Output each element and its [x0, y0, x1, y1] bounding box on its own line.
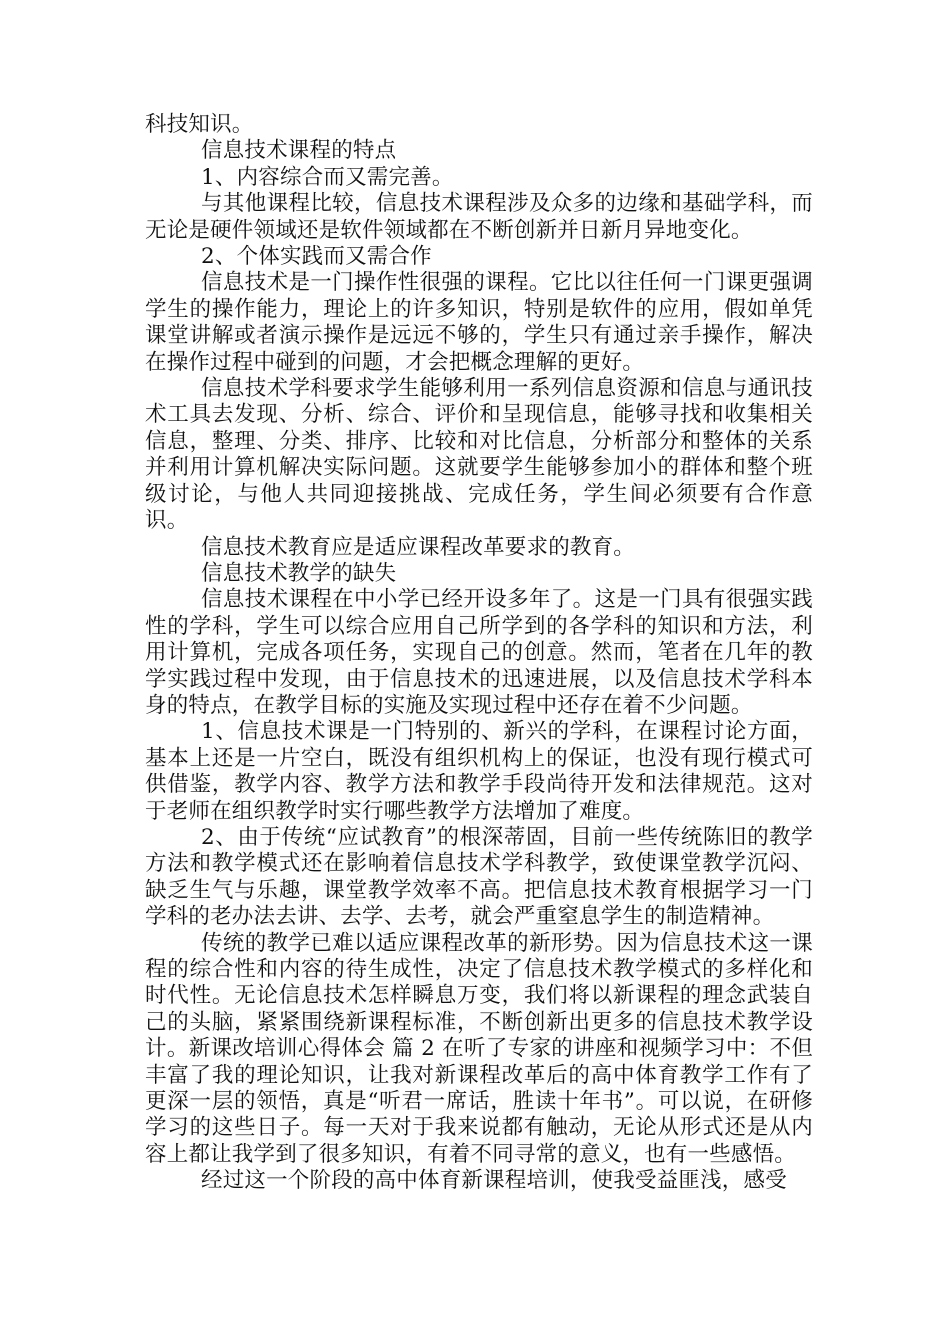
subheading-1: 1、内容综合而又需完善。 [201, 164, 454, 190]
paragraph-7: 信息技术学科要求学生能够利用一系列信息资源和信息与通讯技术工具去发现、分析、综合、评价和呈现信息，能够寻找和收集相关信息，整理、分类、排序、比较和对比信息，分析部分和整体的关系并利用计算机解决实际问题。这就要学生能够参加小的群体和整个班级讨论，与他人共同迎接挑战、完成任务，学生间必须要有合作意识。 [145, 376, 813, 534]
paragraph-14: 经过这一个阶段的高中体育新课程培训，使我受益匪浅，感受 [201, 1168, 787, 1194]
subheading-2: 2、个体实践而又需合作 [201, 244, 432, 270]
paragraph-13: 传统的教学已难以适应课程改革的新形势。因为信息技术这一课程的综合性和内容的待生成性，决定了信息技术教学模式的多样化和时代性。无论信息技术怎样瞬息万变，我们将以新课程的理念武装自己的头脑，紧紧围绕新课程标准，不断创新出更多的信息技术教学设计。新课改培训心得体会 篇 2 在听了专家的讲座和视频学习中：不但丰富了我的理论知识，让我对新课程改革后的高中体育教学工作有了更深一层的领悟，真是“听君一席话，胜读十年书”。可以说，在研修学习的这些日子。每一天对于我来说都有触动，无论从形式还是从内容上都让我学到了很多知识，有着不同寻常的意义，也有一些感悟。 [145, 930, 813, 1167]
paragraph-10: 信息技术课程在中小学已经开设多年了。这是一门具有很强实践性的学科，学生可以综合应用自己所学到的各学科的知识和方法，利用计算机，完成各项任务，实现自己的创意。然而，笔者在几年的教学实践过程中发现，由于信息技术的迅速进展，以及信息技术学科本身的特点，在教学目标的实施及实现过程中还存在着不少问题。 [145, 587, 813, 718]
paragraph-6: 信息技术是一门操作性很强的课程。它比以往任何一门课更强调学生的操作能力，理论上的许多知识，特别是软件的应用，假如单凭课堂讲解或者演示操作是远远不够的，学生只有通过亲手操作，解决在操作过程中碰到的问题，才会把概念理解的更好。 [145, 270, 813, 375]
paragraph-1: 科技知识。 [145, 112, 254, 137]
section-heading-shortcomings: 信息技术教学的缺失 [201, 560, 397, 586]
section-heading-features: 信息技术课程的特点 [201, 138, 397, 164]
paragraph-8: 信息技术教育应是适应课程改革要求的教育。 [201, 534, 636, 560]
paragraph-12: 2、由于传统“应试教育”的根深蒂固，目前一些传统陈旧的教学方法和教学模式还在影响着信息技术学科教学，致使课堂教学沉闷、缺乏生气与乐趣，课堂教学效率不高。把信息技术教育根据学习一门学科的老办法去讲、去学、去考，就会严重窒息学生的制造精神。 [145, 824, 813, 930]
paragraph-11: 1、信息技术课是一门特别的、新兴的学科，在课程讨论方面，基本上还是一片空白，既没有组织机构上的保证，也没有现行模式可供借鉴，教学内容、教学方法和教学手段尚待开发和法律规范。这对于老师在组织教学时实行哪些教学方法增加了难度。 [145, 719, 813, 824]
paragraph-4: 与其他课程比较，信息技术课程涉及众多的边缘和基础学科，而无论是硬件领域还是软件领域都在不断创新并日新月异地变化。 [145, 191, 813, 243]
document-page [145, 112, 813, 1195]
